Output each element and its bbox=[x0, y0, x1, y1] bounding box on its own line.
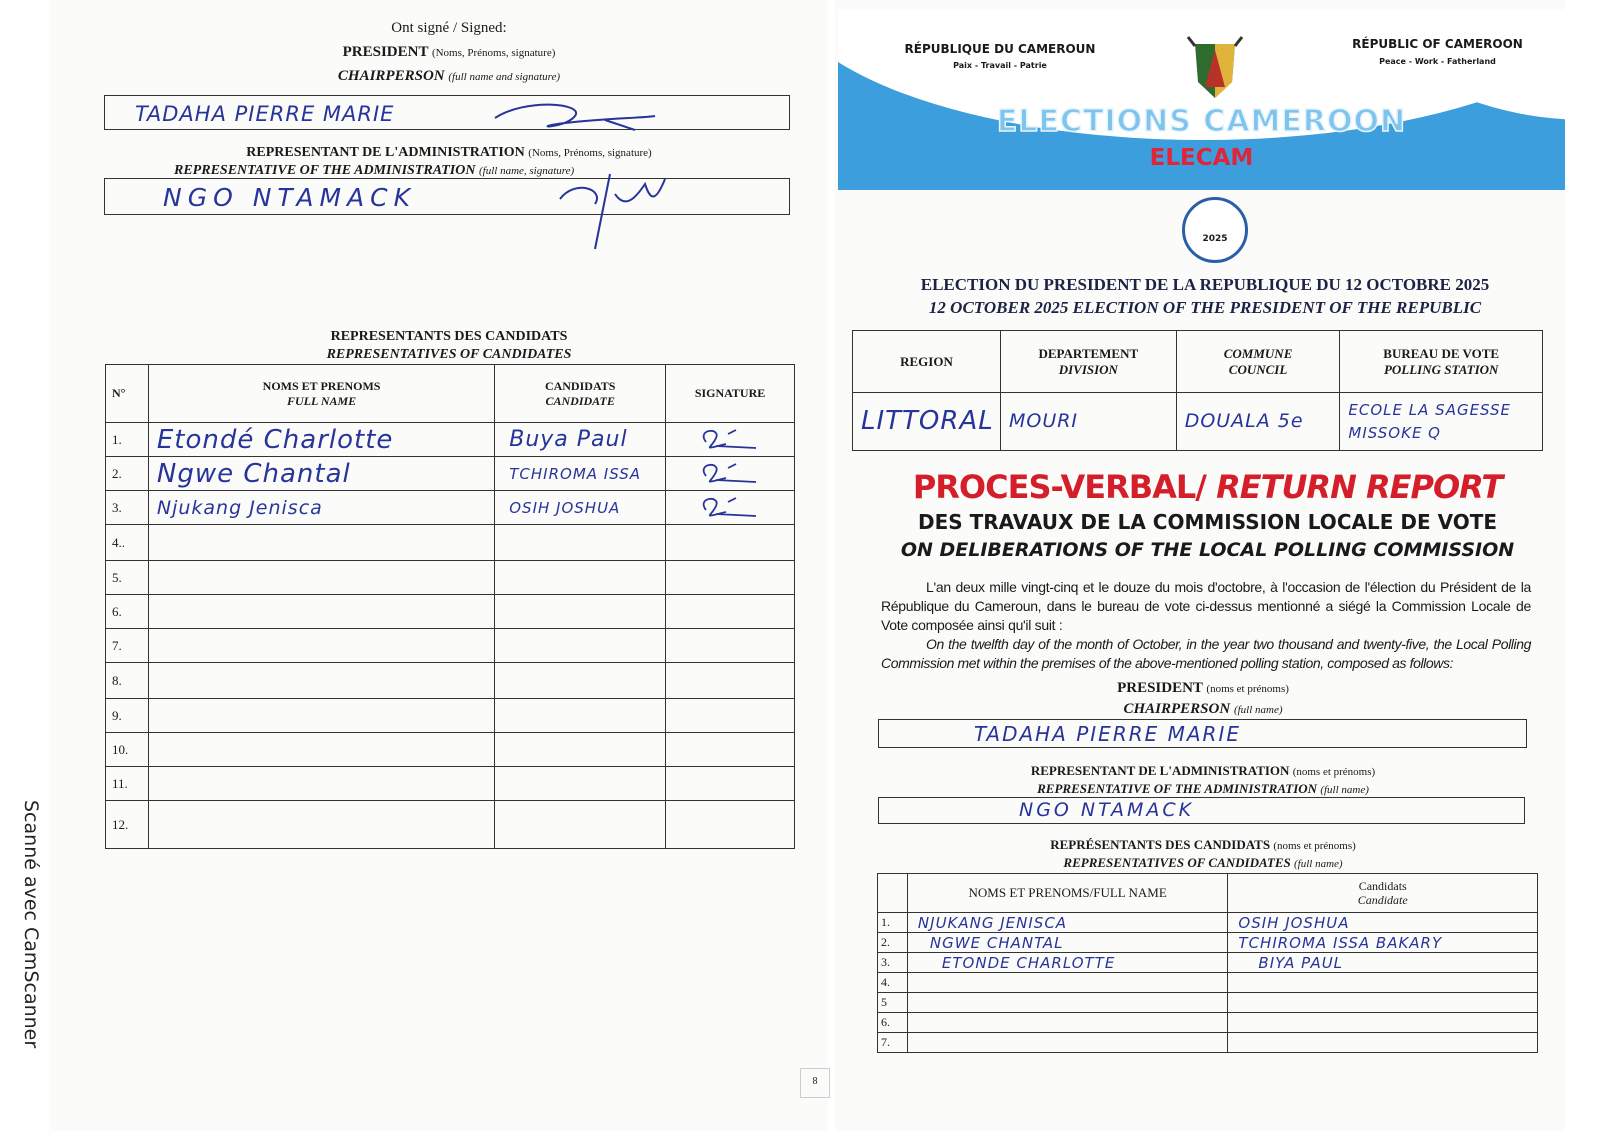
row-number: 2. bbox=[106, 457, 149, 491]
name-cell[interactable] bbox=[148, 733, 494, 767]
col-name: NOMS ET PRENOMS/FULL NAME bbox=[907, 874, 1227, 913]
candidate-cell[interactable]: Buya Paul bbox=[495, 423, 666, 457]
signature-scribble-icon bbox=[666, 492, 776, 520]
location-value[interactable]: MOURI bbox=[1000, 393, 1176, 451]
candidate-cell[interactable]: BIYA PAUL bbox=[1228, 953, 1538, 973]
location-header: COMMUNE COUNCIL bbox=[1176, 331, 1340, 393]
election-2025-seal: 2025 bbox=[1182, 197, 1248, 263]
row-number: 12. bbox=[106, 801, 149, 849]
r-candidates-label: REPRÉSENTANTS DES CANDIDATS (noms et prénoms) bbox=[1050, 837, 1356, 852]
chairperson-label: CHAIRPERSON (full name and signature) bbox=[337, 68, 561, 84]
table-row bbox=[878, 913, 1538, 933]
election-title-en: 12 OCTOBER 2025 ELECTION OF THE PRESIDENT OF THE REPUBLIC bbox=[928, 298, 1482, 317]
page-number: 8 bbox=[800, 1068, 830, 1098]
r-admin-label: REPRESENTANT DE L'ADMINISTRATION (noms et prénoms) bbox=[1030, 763, 1376, 778]
name-cell[interactable] bbox=[148, 767, 494, 801]
row-number: 6. bbox=[106, 595, 149, 629]
table-row bbox=[878, 1033, 1538, 1053]
name-cell[interactable] bbox=[907, 1033, 1227, 1053]
signature-cell[interactable] bbox=[666, 629, 795, 663]
candidate-cell[interactable] bbox=[495, 561, 666, 595]
row-number: 6. bbox=[878, 1013, 908, 1033]
r-candidates-en-label: REPRESENTATIVES OF CANDIDATES (full name) bbox=[1063, 855, 1343, 870]
intro-paragraph-en: On the twelfth day of the month of October, in the year two thousand and twenty-five, the Local Polling Commission met within the premises of the above-mentioned polling station, composed as follows: bbox=[881, 636, 1531, 671]
candidate-cell[interactable] bbox=[495, 663, 666, 699]
name-cell[interactable] bbox=[907, 1013, 1227, 1033]
candidate-cell[interactable] bbox=[495, 699, 666, 733]
row-number: 7. bbox=[106, 629, 149, 663]
signature-cell[interactable] bbox=[666, 733, 795, 767]
table-row bbox=[106, 801, 795, 849]
name-cell[interactable] bbox=[148, 801, 494, 849]
candidates-table bbox=[105, 364, 795, 849]
table-row bbox=[106, 491, 795, 525]
report-title: PROCES-VERBAL/ RETURN REPORT bbox=[912, 468, 1503, 506]
row-number: 4. bbox=[878, 973, 908, 993]
name-cell[interactable]: NJUKANG JENISCA bbox=[907, 913, 1227, 933]
republic-fr: RÉPUBLIQUE DU CAMEROUN bbox=[904, 42, 1096, 56]
report-subtitle-en: ON DELIBERATIONS OF THE LOCAL POLLING COMMISSION bbox=[900, 539, 1515, 561]
location-value[interactable]: LITTORAL bbox=[853, 393, 1001, 451]
row-number: 9. bbox=[106, 699, 149, 733]
table-row bbox=[106, 733, 795, 767]
col-candidate: Candidats Candidate bbox=[1228, 874, 1538, 913]
signed-label: Ont signé / Signed: bbox=[391, 20, 507, 36]
org-short: ELECAM bbox=[1149, 145, 1254, 171]
table-row bbox=[878, 1013, 1538, 1033]
candidate-cell[interactable]: TCHIROMA ISSA bbox=[495, 457, 666, 491]
col-candidate: CANDIDATS CANDIDATE bbox=[495, 365, 666, 423]
table-header-row bbox=[878, 874, 1538, 913]
row-number: 3. bbox=[106, 491, 149, 525]
row-number: 2. bbox=[878, 933, 908, 953]
signature-scribble-icon bbox=[666, 424, 776, 452]
name-cell[interactable]: NGWE CHANTAL bbox=[907, 933, 1227, 953]
signature-cell[interactable] bbox=[666, 801, 795, 849]
signature-scribble-icon bbox=[666, 458, 776, 486]
table-row bbox=[106, 663, 795, 699]
candidates-en-label: REPRESENTATIVES OF CANDIDATES bbox=[326, 347, 572, 362]
row-number: 7. bbox=[878, 1033, 908, 1053]
location-value[interactable]: ECOLE LA SAGESSE MISSOKE Q bbox=[1340, 393, 1543, 451]
candidate-cell[interactable] bbox=[1228, 1033, 1538, 1053]
signature-cell[interactable] bbox=[666, 767, 795, 801]
candidate-cell[interactable] bbox=[495, 801, 666, 849]
row-number: 11. bbox=[106, 767, 149, 801]
candidate-cell[interactable] bbox=[1228, 993, 1538, 1013]
candidate-cell[interactable] bbox=[495, 525, 666, 561]
row-number: 1. bbox=[878, 913, 908, 933]
name-cell[interactable]: ETONDE CHARLOTTE bbox=[907, 953, 1227, 973]
name-cell[interactable] bbox=[148, 629, 494, 663]
table-row bbox=[878, 933, 1538, 953]
row-number: 1. bbox=[106, 423, 149, 457]
r-candidates-table bbox=[877, 873, 1538, 1053]
r-chairperson-label: CHAIRPERSON (full name) bbox=[1123, 701, 1283, 717]
row-number: 8. bbox=[106, 663, 149, 699]
col-no: N° bbox=[106, 365, 149, 423]
signature-cell[interactable] bbox=[666, 663, 795, 699]
candidate-cell[interactable] bbox=[495, 595, 666, 629]
signature-cell[interactable] bbox=[666, 595, 795, 629]
admin-name-field[interactable] bbox=[104, 178, 790, 215]
name-cell[interactable] bbox=[148, 561, 494, 595]
col-name: NOMS ET PRENOMS FULL NAME bbox=[148, 365, 494, 423]
row-number: 4.. bbox=[106, 525, 149, 561]
candidate-cell[interactable] bbox=[1228, 973, 1538, 993]
intro-paragraph-fr: L'an deux mille vingt-cinq et le douze du mois d'octobre, à l'occasion de l'élection du Président de la République du Cameroun, dans le bureau de vote ci-dessus mentionné a siégé la Commission Locale de Vote composée ainsi qu'il suit : bbox=[881, 579, 1531, 633]
candidate-cell[interactable]: OSIH JOSHUA bbox=[495, 491, 666, 525]
r-admin-en-label: REPRESENTATIVE OF THE ADMINISTRATION (full name) bbox=[1037, 781, 1369, 796]
candidate-cell[interactable] bbox=[495, 629, 666, 663]
signature-cell[interactable] bbox=[666, 525, 795, 561]
r-admin-name-field[interactable] bbox=[878, 797, 1525, 824]
r-president-name-field[interactable] bbox=[878, 719, 1527, 748]
admin-signature-icon bbox=[555, 169, 675, 259]
camscanner-watermark: Scanné avec CamScanner bbox=[20, 800, 42, 1049]
candidate-cell[interactable] bbox=[495, 733, 666, 767]
table-row bbox=[106, 699, 795, 733]
name-cell[interactable] bbox=[148, 699, 494, 733]
name-cell[interactable] bbox=[907, 973, 1227, 993]
row-number: 5 bbox=[878, 993, 908, 1013]
name-cell[interactable] bbox=[907, 993, 1227, 1013]
signature-cell[interactable] bbox=[666, 423, 795, 457]
signature-cell[interactable] bbox=[666, 491, 795, 525]
r-president-label: PRESIDENT (noms et prénoms) bbox=[1117, 680, 1289, 696]
candidates-label: REPRESENTANTS DES CANDIDATS bbox=[330, 329, 568, 344]
table-header-row bbox=[106, 365, 795, 423]
president-name-handwritten: TADAHA PIERRE MARIE bbox=[135, 102, 395, 126]
table-row bbox=[106, 457, 795, 491]
table-row bbox=[106, 767, 795, 801]
table-row bbox=[106, 595, 795, 629]
name-cell[interactable]: Ngwe Chantal bbox=[148, 457, 494, 491]
name-cell[interactable]: Etondé Charlotte bbox=[148, 423, 494, 457]
row-number: 5. bbox=[106, 561, 149, 595]
name-cell[interactable] bbox=[148, 663, 494, 699]
republic-en: RÉPUBLIC OF CAMEROON bbox=[1352, 37, 1523, 51]
table-row bbox=[106, 561, 795, 595]
report-subtitle-fr: DES TRAVAUX DE LA COMMISSION LOCALE DE VOTE bbox=[917, 510, 1497, 534]
signature-cell[interactable] bbox=[666, 457, 795, 491]
election-title-fr: ELECTION DU PRESIDENT DE LA REPUBLIQUE DU 12 OCTOBRE 2025 bbox=[920, 275, 1490, 294]
signature-cell[interactable] bbox=[666, 561, 795, 595]
admin-en-label: REPRESENTATIVE OF THE ADMINISTRATION (full name, signature) bbox=[174, 163, 575, 178]
admin-label: REPRESENTANT DE L'ADMINISTRATION (Noms, Prénoms, signature) bbox=[246, 145, 652, 160]
table-row bbox=[106, 525, 795, 561]
name-cell[interactable] bbox=[148, 595, 494, 629]
candidate-cell[interactable] bbox=[495, 767, 666, 801]
candidate-cell[interactable]: OSIH JOSHUA bbox=[1228, 913, 1538, 933]
name-cell[interactable] bbox=[148, 525, 494, 561]
name-cell[interactable]: Njukang Jenisca bbox=[148, 491, 494, 525]
r-president-name-handwritten: TADAHA PIERRE MARIE bbox=[974, 722, 1241, 746]
candidate-cell[interactable] bbox=[1228, 1013, 1538, 1033]
president-name-field[interactable] bbox=[104, 95, 790, 130]
table-row bbox=[106, 423, 795, 457]
row-number: 3. bbox=[878, 953, 908, 973]
location-table bbox=[852, 330, 1543, 451]
table-row bbox=[878, 993, 1538, 1013]
coat-of-arms-icon bbox=[1180, 32, 1250, 102]
admin-name-handwritten: NGO NTAMACK bbox=[163, 183, 416, 212]
table-row bbox=[106, 629, 795, 663]
signature-cell[interactable] bbox=[666, 699, 795, 733]
motto-en: Peace - Work - Fatherland bbox=[1379, 57, 1496, 66]
location-header: BUREAU DE VOTE POLLING STATION bbox=[1340, 331, 1543, 393]
row-number: 10. bbox=[106, 733, 149, 767]
table-row bbox=[878, 953, 1538, 973]
table-row bbox=[878, 973, 1538, 993]
president-signature-icon bbox=[485, 98, 665, 134]
location-header: REGION bbox=[853, 331, 1001, 393]
president-label: PRESIDENT (Noms, Prénoms, signature) bbox=[342, 44, 556, 60]
org-title: ELECTIONS CAMEROON bbox=[996, 104, 1407, 139]
location-value[interactable]: DOUALA 5e bbox=[1176, 393, 1340, 451]
motto-fr: Paix - Travail - Patrie bbox=[953, 61, 1047, 70]
r-admin-name-handwritten: NGO NTAMACK bbox=[1019, 799, 1195, 821]
col-signature: SIGNATURE bbox=[666, 365, 795, 423]
location-header: DEPARTEMENT DIVISION bbox=[1000, 331, 1176, 393]
candidate-cell[interactable]: TCHIROMA ISSA BAKARY bbox=[1228, 933, 1538, 953]
